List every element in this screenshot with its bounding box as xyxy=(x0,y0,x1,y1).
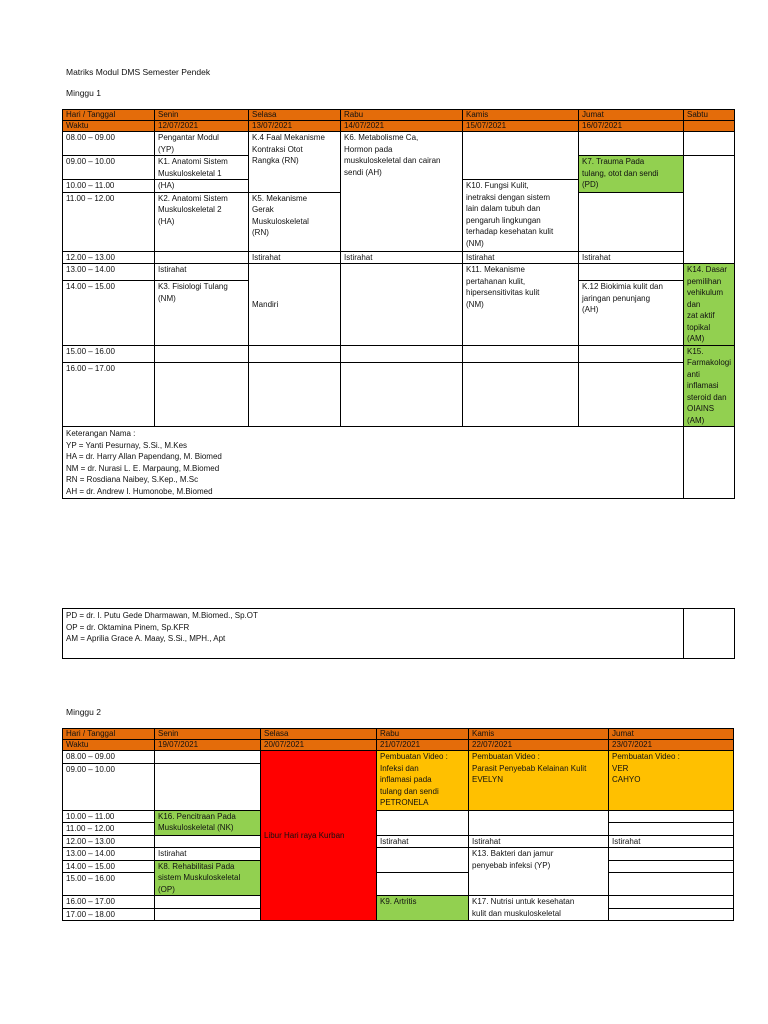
session-cell: K16. Pencitraan Pada Muskuloskeletal (NK) xyxy=(155,810,261,835)
table-row xyxy=(63,896,734,909)
break-cell: Istirahat xyxy=(469,835,609,848)
date-cell: Waktu xyxy=(63,121,155,132)
header-cell: Sabtu xyxy=(684,110,735,121)
header-cell: Senin xyxy=(155,110,249,121)
time-cell: 09.00 – 10.00 xyxy=(63,156,155,180)
empty-cell xyxy=(377,848,469,873)
empty-cell xyxy=(469,810,609,835)
empty-cell xyxy=(155,896,261,909)
session-cell: K15. Farmakologi anti inflamasi steroid dan OIAINS (AM) xyxy=(684,345,735,427)
empty-cell xyxy=(579,264,684,281)
break-cell: Istirahat xyxy=(579,251,684,264)
table-row xyxy=(63,810,734,823)
session-cell: Pembuatan Video : VER CAHYO xyxy=(609,751,734,811)
date-row xyxy=(63,740,734,751)
empty-cell xyxy=(579,362,684,426)
time-cell: 16.00 – 17.00 xyxy=(63,896,155,909)
table-row xyxy=(63,751,734,764)
header-cell: Rabu xyxy=(341,110,463,121)
header-cell: Jumat xyxy=(609,729,734,740)
empty-cell xyxy=(609,848,734,861)
empty-cell xyxy=(249,345,341,362)
legend-row xyxy=(63,427,735,499)
week1-schedule-table xyxy=(62,109,735,499)
session-cell: K5. Mekanisme Gerak Muskuloskeletal (RN) xyxy=(249,192,341,251)
table-row xyxy=(63,848,734,861)
date-row xyxy=(63,121,735,132)
time-cell: 08.00 – 09.00 xyxy=(63,751,155,764)
session-cell: K10. Fungsi Kulit, inetraksi dengan sistem lain dalam tubuh dan pengaruh lingkungan terhadap kesehatan kulit (NM) xyxy=(463,180,579,252)
empty-cell xyxy=(684,609,735,659)
break-cell: Istirahat xyxy=(249,251,341,264)
empty-cell xyxy=(684,156,735,264)
session-cell: K9. Artritis xyxy=(377,896,469,921)
session-cell: K.4 Faal Mekanisme Kontraksi Otot Rangka (RN) xyxy=(249,132,341,193)
time-cell: 11.00 – 12.00 xyxy=(63,823,155,836)
time-cell: 10.00 – 11.00 xyxy=(63,810,155,823)
header-cell: Selasa xyxy=(261,729,377,740)
empty-cell xyxy=(684,427,735,499)
table-row xyxy=(63,264,735,281)
header-cell: Selasa xyxy=(249,110,341,121)
empty-cell xyxy=(155,251,249,264)
session-cell: K6. Metabolisme Ca, Hormon pada muskuloskeletal dan cairan sendi (AH) xyxy=(341,132,463,252)
legend-names: Keterangan Nama : YP = Yanti Pesurnay, S.Si., M.Kes HA = dr. Harry Allan Papendang, M. Biomed NM = dr. Nurasi L. E. Marpaung, M.Biomed RN = Rosdiana Naibey, S.Kep., M.Sc AH = dr. Andrew I. Humonobe, M.Biomed xyxy=(63,427,684,499)
empty-cell xyxy=(155,908,261,921)
header-cell: Senin xyxy=(155,729,261,740)
date-cell: 21/07/2021 xyxy=(377,740,469,751)
header-cell: Hari / Tanggal xyxy=(63,729,155,740)
date-cell: 15/07/2021 xyxy=(463,121,579,132)
session-cell: Pembuatan Video : Parasit Penyebab Kelainan Kulit EVELYN xyxy=(469,751,609,811)
empty-cell xyxy=(249,362,341,426)
header-cell: Hari / Tanggal xyxy=(63,110,155,121)
empty-cell xyxy=(155,345,249,362)
time-cell: 12.00 – 13.00 xyxy=(63,835,155,848)
session-cell: K17. Nutrisi untuk kesehatan kulit dan muskuloskeletal xyxy=(469,896,609,921)
time-cell: 14.00 – 15.00 xyxy=(63,860,155,873)
session-cell: Pengantar Modul (YP) xyxy=(155,132,249,156)
empty-cell xyxy=(341,345,463,362)
week2-schedule-table xyxy=(62,728,734,921)
empty-cell xyxy=(341,264,463,346)
session-cell: (HA) xyxy=(155,180,249,193)
session-cell: K14. Dasar pemilihan vehikulum dan zat aktif topikal (AM) xyxy=(684,264,735,346)
date-cell: Waktu xyxy=(63,740,155,751)
empty-cell xyxy=(579,132,684,156)
session-cell: Mandiri xyxy=(249,264,341,346)
time-cell: 15.00 – 16.00 xyxy=(63,873,155,896)
time-cell: 13.00 – 14.00 xyxy=(63,264,155,281)
time-cell: 10.00 – 11.00 xyxy=(63,180,155,193)
header-row xyxy=(63,729,734,740)
session-cell: K7. Trauma Pada tulang, otot dan sendi (PD) xyxy=(579,156,684,193)
time-cell: 17.00 – 18.00 xyxy=(63,908,155,921)
break-cell: Istirahat xyxy=(609,835,734,848)
session-cell: K.12 Biokimia kulit dan jaringan penunjang (AH) xyxy=(579,281,684,345)
empty-cell xyxy=(609,860,734,873)
session-cell: K13. Bakteri dan jamur penyebab infeksi (YP) xyxy=(469,848,609,896)
table-row xyxy=(63,835,734,848)
break-cell: Istirahat xyxy=(463,251,579,264)
empty-cell xyxy=(155,362,249,426)
header-row xyxy=(63,110,735,121)
date-cell: 23/07/2021 xyxy=(609,740,734,751)
header-cell: Kamis xyxy=(469,729,609,740)
break-cell: Istirahat xyxy=(341,251,463,264)
header-cell: Kamis xyxy=(463,110,579,121)
legend-table xyxy=(62,608,735,659)
empty-cell xyxy=(579,345,684,362)
time-cell: 15.00 – 16.00 xyxy=(63,345,155,362)
empty-cell xyxy=(579,192,684,251)
session-cell: K1. Anatomi Sistem Muskuloskeletal 1 xyxy=(155,156,249,180)
time-cell: 13.00 – 14.00 xyxy=(63,848,155,861)
empty-cell xyxy=(377,873,469,896)
header-cell: Jumat xyxy=(579,110,684,121)
break-cell: Istirahat xyxy=(155,264,249,281)
session-cell: K8. Rehabilitasi Pada sistem Muskuloskeletal (OP) xyxy=(155,860,261,896)
session-cell: K3. Fisiologi Tulang (NM) xyxy=(155,281,249,345)
date-cell xyxy=(684,121,735,132)
empty-cell xyxy=(155,835,261,848)
legend-names-2: PD = dr. I. Putu Gede Dharmawan, M.Biomed., Sp.OT OP = dr. Oktamina Pinem, Sp.KFR AM = Aprilia Grace A. Maay, S.Si., MPH., Apt xyxy=(63,609,684,659)
week1-label: Minggu 1 xyxy=(66,88,101,98)
session-cell: K2. Anatomi Sistem Muskuloskeletal 2 (HA) xyxy=(155,192,249,251)
empty-cell xyxy=(609,823,734,836)
session-cell: K11. Mekanisme pertahanan kulit, hipersensitivitas kulit (NM) xyxy=(463,264,579,346)
time-cell: 12.00 – 13.00 xyxy=(63,251,155,264)
time-cell: 14.00 – 15.00 xyxy=(63,281,155,345)
document-title: Matriks Modul DMS Semester Pendek xyxy=(66,67,211,77)
time-cell: 11.00 – 12.00 xyxy=(63,192,155,251)
empty-cell xyxy=(609,908,734,921)
time-cell: 16.00 – 17.00 xyxy=(63,362,155,426)
date-cell: 22/07/2021 xyxy=(469,740,609,751)
table-row xyxy=(63,345,735,362)
week2-label: Minggu 2 xyxy=(66,707,101,717)
date-cell: 19/07/2021 xyxy=(155,740,261,751)
table-row xyxy=(63,251,735,264)
time-cell: 09.00 – 10.00 xyxy=(63,763,155,810)
date-cell: 14/07/2021 xyxy=(341,121,463,132)
date-cell: 13/07/2021 xyxy=(249,121,341,132)
empty-cell xyxy=(341,362,463,426)
empty-cell xyxy=(463,345,579,362)
empty-cell xyxy=(463,132,579,180)
session-cell: Pembuatan Video : Infeksi dan inflamasi pada tulang dan sendi PETRONELA xyxy=(377,751,469,811)
empty-cell xyxy=(377,810,469,835)
table-row xyxy=(63,362,735,426)
break-cell: Istirahat xyxy=(377,835,469,848)
date-cell: 12/07/2021 xyxy=(155,121,249,132)
table-row xyxy=(63,132,735,156)
empty-cell xyxy=(463,362,579,426)
empty-cell xyxy=(155,763,261,810)
header-cell: Rabu xyxy=(377,729,469,740)
empty-cell xyxy=(155,751,261,764)
empty-cell xyxy=(684,132,735,156)
date-cell: 20/07/2021 xyxy=(261,740,377,751)
empty-cell xyxy=(609,810,734,823)
date-cell: 16/07/2021 xyxy=(579,121,684,132)
empty-cell xyxy=(609,873,734,896)
empty-cell xyxy=(609,896,734,909)
break-cell: Istirahat xyxy=(155,848,261,861)
time-cell: 08.00 – 09.00 xyxy=(63,132,155,156)
holiday-cell: Libur Hari raya Kurban xyxy=(261,751,377,921)
